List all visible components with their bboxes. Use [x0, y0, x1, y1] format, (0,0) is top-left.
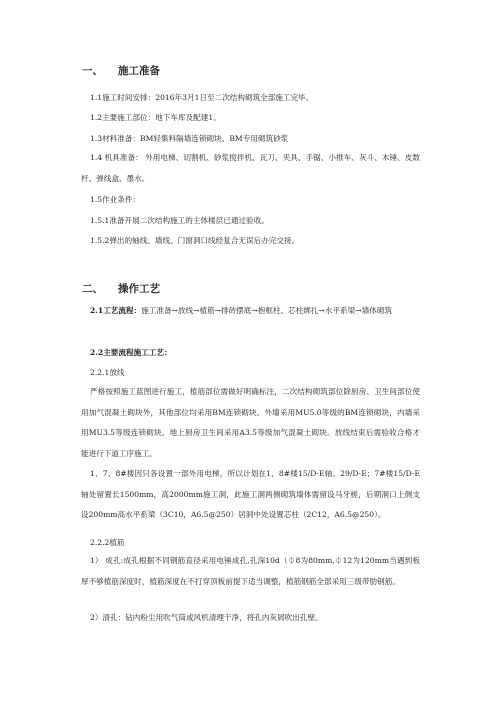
- section1-number: 一、: [82, 65, 103, 77]
- layout-paragraph-1: 严格按照施工蓝图进行施工，植筋部位需做好明确标注，二次结构砌筑部位除厨房、卫生间部位使用加气混凝土砌块外，其他部位均采用BM连锁砌块。外墙采用MU5.0等级的BM连锁砌块，内墙采用MU3.5等级连锁砌块。地上厨房卫生间采用A3.5等级加气混凝土砌块。放线结束后需验收合格才能进行下道工序施工。: [81, 387, 420, 458]
- rebar-paragraph-2: 2）清孔：钻内粉尘用吹气筒或风机清理干净，将孔内灰屑吹出孔壁。: [90, 613, 323, 622]
- item-1-5-2: 1.5.2弹出的轴线、墙线、门窗洞口线经复合无误后办完交接。: [90, 236, 300, 245]
- subsection-2-2-1-title: 2.2.1放线: [90, 368, 125, 377]
- process-flow-text: 施工准备→放线→植筋→排砖摆底→抱框柱、芯柱绑扎→水平系梁→墙体砌筑: [141, 306, 392, 315]
- section2-title: 操作工艺: [118, 283, 160, 295]
- item-1-5: 1.5作业条件：: [90, 195, 141, 204]
- key-process-heading: 2.2主要流程施工工艺：: [90, 348, 172, 357]
- section2-number: 二、: [82, 283, 103, 295]
- layout-paragraph-2: 1、7、8#楼因只各设置一部外用电梯，所以计划在1、8#楼15/D-E轴、29/D-E；7#楼15/D-E轴处留置长1500mm，高2000mm施工洞，此施工洞两侧砌筑墙体需留设马牙槎，后期洞口上侧支设200mm高水平系梁（3C10，A6.5@250）居洞中处设置芯柱（2C12，A6.5@250）。: [81, 469, 420, 519]
- item-1-1: 1.1施工时间安排：2016年3月1日至二次结构砌筑全部施工完毕。: [90, 93, 314, 102]
- item-1-4: 1.4 机具准备： 外用电梯、切割机、砂浆搅拌机、瓦刀、夹具、手锯、小推车、灰斗、木锤、皮数杆、弹线盒、墨水。: [81, 153, 420, 183]
- section1-title: 施工准备: [118, 65, 160, 77]
- section1-heading: [82, 63, 160, 78]
- process-flow-label: 2.1工艺流程：: [90, 306, 142, 315]
- item-1-3: 1.3材料准备：BM轻集料隔墙连锁砌块、BM专用砌筑砂浆: [90, 134, 289, 143]
- rebar-paragraph-1: 1） 成孔:成孔根据不同钢筋直径采用电锤成孔,孔深10d（⏀8为80mm,⏀12为120mm当遇到板厚不够植筋深度时，植筋深度在不打穿顶板前提下适当调整，植筋钢筋全部采用三级带肋钢筋。: [81, 556, 420, 586]
- process-flow: [81, 301, 420, 322]
- subsection-2-2-2-title: 2.2.2植筋: [90, 538, 125, 547]
- item-1-5-1: 1.5.1准备开展二次结构施工的主体楼层已通过验收。: [90, 216, 269, 225]
- item-1-2: 1.2主要施工部位：地下车库及配建1。: [90, 113, 221, 122]
- section2-heading: [82, 281, 160, 296]
